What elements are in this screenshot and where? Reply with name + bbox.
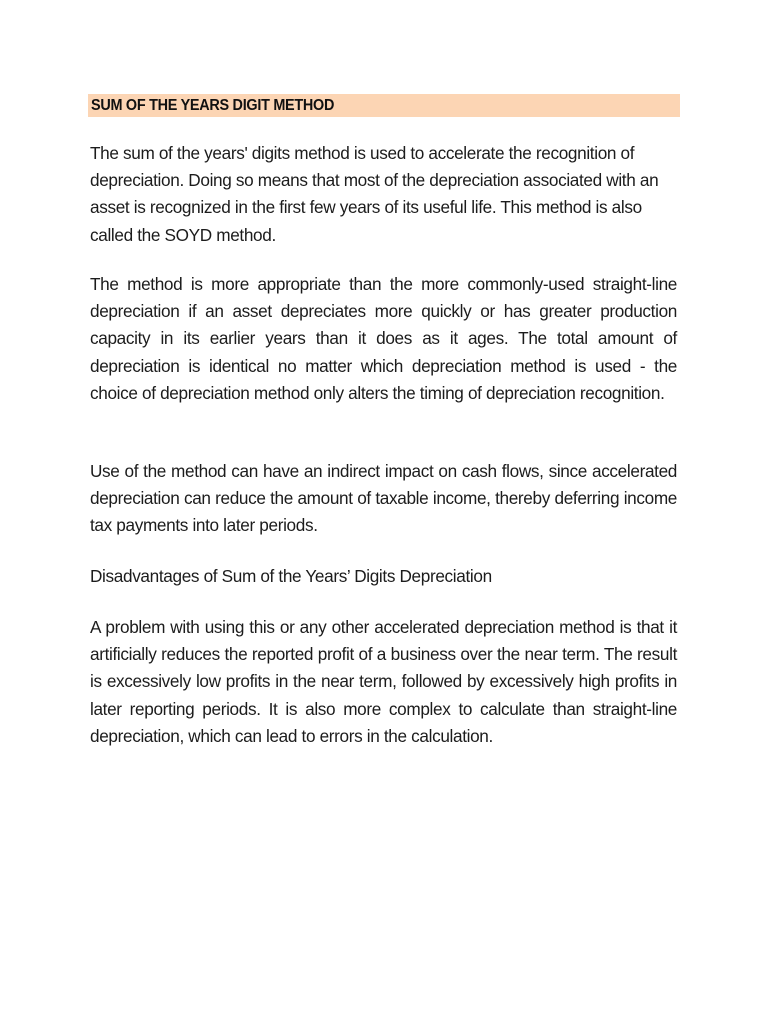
paragraph-intro: The sum of the years' digits method is used to accelerate the recognition of depreciation. Doing so means that most of the depreciation associated with an asset is recognized in the first few years of its useful life. This method is also called the SOYD method. bbox=[90, 143, 659, 245]
paragraph-appropriateness: The method is more appropriate than the more commonly-used straight-line depreciation if an asset depreciates more quickly or has greater production capacity in its earlier years than it does as it ages. The total amount of depreciation is identical no matter which depreciation method is used - the choice of depreciation method only alters the timing of depreciation recognition. bbox=[90, 274, 677, 403]
document-heading: SUM OF THE YEARS DIGIT METHOD bbox=[91, 97, 335, 114]
subheading-disadvantages: Disadvantages of Sum of the Years’ Digits Depreciation bbox=[90, 566, 492, 586]
paragraph-disadvantages: A problem with using this or any other accelerated depreciation method is that it artificially reduces the reported profit of a business over the near term. The result is excessively low profits in the near term, followed by excessively high profits in later reporting periods. It is also more complex to calculate than straight-line depreciation, which can lead to errors in the calculation. bbox=[90, 617, 677, 746]
paragraph-cash-flows: Use of the method can have an indirect impact on cash flows, since accelerated depreciation can reduce the amount of taxable income, thereby deferring income tax payments into later periods. bbox=[90, 461, 677, 536]
